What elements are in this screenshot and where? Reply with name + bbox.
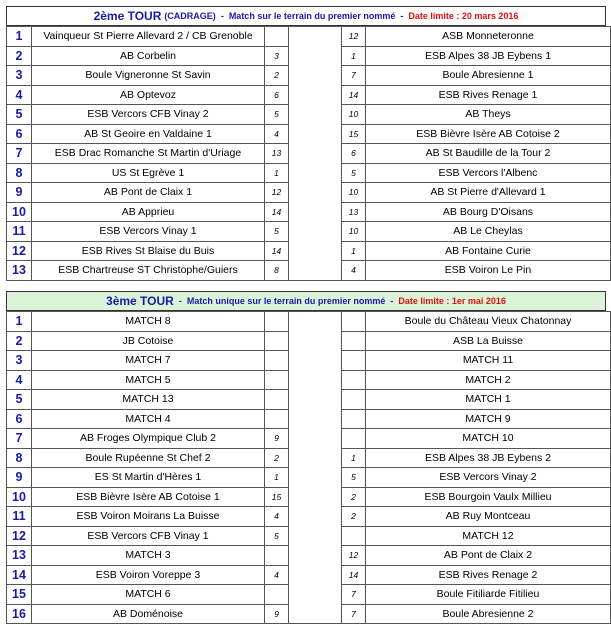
home-score: 8 (265, 261, 289, 281)
match-row (7, 261, 611, 281)
spacer (289, 66, 342, 86)
match-row (7, 604, 611, 624)
away-team: MATCH 11 (366, 351, 611, 371)
match-row (7, 390, 611, 410)
spacer (289, 222, 342, 242)
home-score: 14 (265, 202, 289, 222)
match-number: 7 (7, 144, 32, 164)
away-score (342, 390, 366, 410)
match-number: 5 (7, 105, 32, 125)
away-team: MATCH 10 (366, 429, 611, 449)
away-score: 7 (342, 604, 366, 624)
away-score (342, 526, 366, 546)
tour3-subtitle: Match unique sur le terrain du premier nommé (186, 296, 386, 306)
match-row (7, 241, 611, 261)
away-score: 14 (342, 565, 366, 585)
away-score: 5 (342, 468, 366, 488)
away-score (342, 351, 366, 371)
home-team: MATCH 4 (32, 409, 265, 429)
home-team: AB Optevoz (32, 85, 265, 105)
away-team: AB Le Cheylas (366, 222, 611, 242)
away-score: 10 (342, 105, 366, 125)
tour3-section (6, 291, 606, 624)
match-number: 3 (7, 351, 32, 371)
match-row (7, 468, 611, 488)
away-score (342, 331, 366, 351)
spacer (289, 507, 342, 527)
home-score: 9 (265, 604, 289, 624)
home-team: MATCH 8 (32, 312, 265, 332)
home-team: ESB Vercors CFB Vinay 2 (32, 105, 265, 125)
away-team: Boule Fitiliarde Fitilieu (366, 585, 611, 605)
away-score (342, 312, 366, 332)
spacer (289, 202, 342, 222)
tour3-title: 3ème TOUR (106, 294, 174, 308)
home-team: MATCH 5 (32, 370, 265, 390)
tour2-table (6, 26, 611, 281)
match-number: 11 (7, 507, 32, 527)
match-number: 3 (7, 66, 32, 86)
away-team: MATCH 1 (366, 390, 611, 410)
match-number: 15 (7, 585, 32, 605)
match-number: 7 (7, 429, 32, 449)
home-team: MATCH 3 (32, 546, 265, 566)
spacer (289, 351, 342, 371)
home-score (265, 546, 289, 566)
away-team: ESB Voiron Le Pin (366, 261, 611, 281)
spacer (289, 448, 342, 468)
away-score: 6 (342, 144, 366, 164)
home-team: ESB Vercors CFB Vinay 1 (32, 526, 265, 546)
spacer (289, 163, 342, 183)
match-number: 2 (7, 331, 32, 351)
away-score: 5 (342, 163, 366, 183)
spacer (289, 546, 342, 566)
home-team: ESB Voiron Voreppe 3 (32, 565, 265, 585)
away-team: AB Theys (366, 105, 611, 125)
away-score (342, 370, 366, 390)
match-number: 2 (7, 46, 32, 66)
away-score: 10 (342, 183, 366, 203)
away-score (342, 409, 366, 429)
tour3-table (6, 311, 611, 624)
home-score (265, 351, 289, 371)
spacer (289, 565, 342, 585)
match-row (7, 163, 611, 183)
away-score (342, 429, 366, 449)
spacer (289, 144, 342, 164)
spacer (289, 429, 342, 449)
away-score: 13 (342, 202, 366, 222)
spacer (289, 46, 342, 66)
match-row (7, 66, 611, 86)
header-separator: - (400, 11, 404, 21)
tour3-deadline: Date limite : 1er mai 2016 (398, 296, 506, 306)
away-score: 2 (342, 487, 366, 507)
home-score: 9 (265, 429, 289, 449)
home-score (265, 331, 289, 351)
away-team: ESB Alpes 38 JB Eybens 2 (366, 448, 611, 468)
away-score: 1 (342, 241, 366, 261)
home-score (265, 312, 289, 332)
tour2-deadline: Date limite : 20 mars 2016 (408, 11, 519, 21)
match-number: 16 (7, 604, 32, 624)
match-row (7, 105, 611, 125)
away-team: AB Fontaine Curie (366, 241, 611, 261)
home-score: 5 (265, 526, 289, 546)
match-number: 12 (7, 241, 32, 261)
match-number: 6 (7, 409, 32, 429)
match-number: 9 (7, 183, 32, 203)
match-number: 6 (7, 124, 32, 144)
home-score: 4 (265, 124, 289, 144)
match-row (7, 351, 611, 371)
spacer (289, 124, 342, 144)
home-team: AB Pont de Claix 1 (32, 183, 265, 203)
away-team: AB Pont de Claix 2 (366, 546, 611, 566)
away-team: MATCH 9 (366, 409, 611, 429)
home-team: AB Froges Olympique Club 2 (32, 429, 265, 449)
home-team: MATCH 13 (32, 390, 265, 410)
match-row (7, 124, 611, 144)
away-team: ESB Bourgoin Vaulx Millieu (366, 487, 611, 507)
home-team: MATCH 7 (32, 351, 265, 371)
away-team: ESB Vercors l'Albenc (366, 163, 611, 183)
tour2-title: 2ème TOUR (93, 9, 162, 23)
home-score: 1 (265, 468, 289, 488)
spacer (289, 370, 342, 390)
match-row (7, 370, 611, 390)
spacer (289, 331, 342, 351)
away-score: 14 (342, 85, 366, 105)
match-number: 8 (7, 448, 32, 468)
away-team: Boule Abresienne 2 (366, 604, 611, 624)
away-team: AB St Baudille de la Tour 2 (366, 144, 611, 164)
away-team: ASB La Buisse (366, 331, 611, 351)
away-team: ESB Rives Renage 2 (366, 565, 611, 585)
spacer (289, 585, 342, 605)
home-team: Vainqueur St Pierre Allevard 2 / CB Grenoble (32, 27, 265, 47)
home-score: 4 (265, 507, 289, 527)
home-team: ESB Drac Romanche St Martin d'Uriage (32, 144, 265, 164)
home-team: Boule Rupéenne St Chef 2 (32, 448, 265, 468)
spacer (289, 487, 342, 507)
away-team: MATCH 12 (366, 526, 611, 546)
away-team: AB St Pierre d'Allevard 1 (366, 183, 611, 203)
match-row (7, 222, 611, 242)
tour2-header (6, 6, 606, 26)
away-score: 4 (342, 261, 366, 281)
away-score: 1 (342, 46, 366, 66)
home-team: ES St Martin d'Hères 1 (32, 468, 265, 488)
home-score: 12 (265, 183, 289, 203)
spacer (289, 27, 342, 47)
home-score: 13 (265, 144, 289, 164)
away-score: 15 (342, 124, 366, 144)
match-number: 4 (7, 370, 32, 390)
match-row (7, 448, 611, 468)
home-team: JB Cotoise (32, 331, 265, 351)
away-score: 7 (342, 66, 366, 86)
home-score: 15 (265, 487, 289, 507)
match-number: 1 (7, 312, 32, 332)
home-team: AB St Geoire en Valdaine 1 (32, 124, 265, 144)
match-number: 14 (7, 565, 32, 585)
header-separator: - (220, 11, 224, 21)
header-separator: - (390, 296, 394, 306)
home-score: 2 (265, 66, 289, 86)
spacer (289, 526, 342, 546)
home-score: 2 (265, 448, 289, 468)
home-score: 4 (265, 565, 289, 585)
home-score: 5 (265, 105, 289, 125)
away-score: 1 (342, 448, 366, 468)
home-score: 1 (265, 163, 289, 183)
match-number: 1 (7, 27, 32, 47)
match-row (7, 331, 611, 351)
spacer (289, 241, 342, 261)
match-number: 8 (7, 163, 32, 183)
away-score: 7 (342, 585, 366, 605)
home-score (265, 585, 289, 605)
match-number: 9 (7, 468, 32, 488)
away-team: Boule du Château Vieux Chatonnay (366, 312, 611, 332)
tour2-mode: (CADRAGE) (164, 11, 216, 21)
home-team: AB Corbelin (32, 46, 265, 66)
away-score: 12 (342, 546, 366, 566)
header-separator: - (178, 296, 182, 306)
home-team: AB Apprieu (32, 202, 265, 222)
home-score: 14 (265, 241, 289, 261)
home-score (265, 27, 289, 47)
home-team: MATCH 6 (32, 585, 265, 605)
match-number: 13 (7, 261, 32, 281)
match-row (7, 27, 611, 47)
match-row (7, 202, 611, 222)
match-number: 11 (7, 222, 32, 242)
away-team: MATCH 2 (366, 370, 611, 390)
away-score: 2 (342, 507, 366, 527)
away-team: ASB Monneteronne (366, 27, 611, 47)
spacer (289, 85, 342, 105)
home-team: AB Doménoise (32, 604, 265, 624)
spacer (289, 390, 342, 410)
match-number: 10 (7, 487, 32, 507)
home-score: 6 (265, 85, 289, 105)
away-team: ESB Alpes 38 JB Eybens 1 (366, 46, 611, 66)
home-team: Boule Vigneronne St Savin (32, 66, 265, 86)
home-score (265, 370, 289, 390)
home-score (265, 390, 289, 410)
home-team: ESB Rives St Blaise du Buis (32, 241, 265, 261)
match-number: 12 (7, 526, 32, 546)
match-row (7, 429, 611, 449)
match-number: 13 (7, 546, 32, 566)
away-team: ESB Bièvre Isère AB Cotoise 2 (366, 124, 611, 144)
home-team: ESB Bièvre Isère AB Cotoise 1 (32, 487, 265, 507)
match-number: 10 (7, 202, 32, 222)
home-score (265, 409, 289, 429)
match-row (7, 144, 611, 164)
spacer (289, 312, 342, 332)
home-team: ESB Vercors Vinay 1 (32, 222, 265, 242)
spacer (289, 261, 342, 281)
home-score: 5 (265, 222, 289, 242)
away-score: 10 (342, 222, 366, 242)
match-row (7, 487, 611, 507)
spacer (289, 409, 342, 429)
home-score: 3 (265, 46, 289, 66)
tour2-subtitle: Match sur le terrain du premier nommé (228, 11, 396, 21)
tour2-section (6, 6, 606, 281)
spacer (289, 183, 342, 203)
match-row (7, 507, 611, 527)
home-team: US St Egrève 1 (32, 163, 265, 183)
away-team: AB Ruy Montceau (366, 507, 611, 527)
match-row (7, 526, 611, 546)
home-team: ESB Chartreuse ST Christophe/Guiers (32, 261, 265, 281)
match-row (7, 565, 611, 585)
away-team: AB Bourg D'Oisans (366, 202, 611, 222)
match-row (7, 312, 611, 332)
match-number: 5 (7, 390, 32, 410)
away-team: Boule Abresienne 1 (366, 66, 611, 86)
match-row (7, 183, 611, 203)
match-row (7, 409, 611, 429)
match-row (7, 585, 611, 605)
away-team: ESB Vercors Vinay 2 (366, 468, 611, 488)
match-row (7, 85, 611, 105)
tour3-header (6, 291, 606, 311)
home-team: ESB Voiron Moirans La Buisse (32, 507, 265, 527)
match-row (7, 46, 611, 66)
spacer (289, 105, 342, 125)
match-row (7, 546, 611, 566)
away-team: ESB Rives Renage 1 (366, 85, 611, 105)
spacer (289, 604, 342, 624)
away-score: 12 (342, 27, 366, 47)
spacer (289, 468, 342, 488)
match-number: 4 (7, 85, 32, 105)
